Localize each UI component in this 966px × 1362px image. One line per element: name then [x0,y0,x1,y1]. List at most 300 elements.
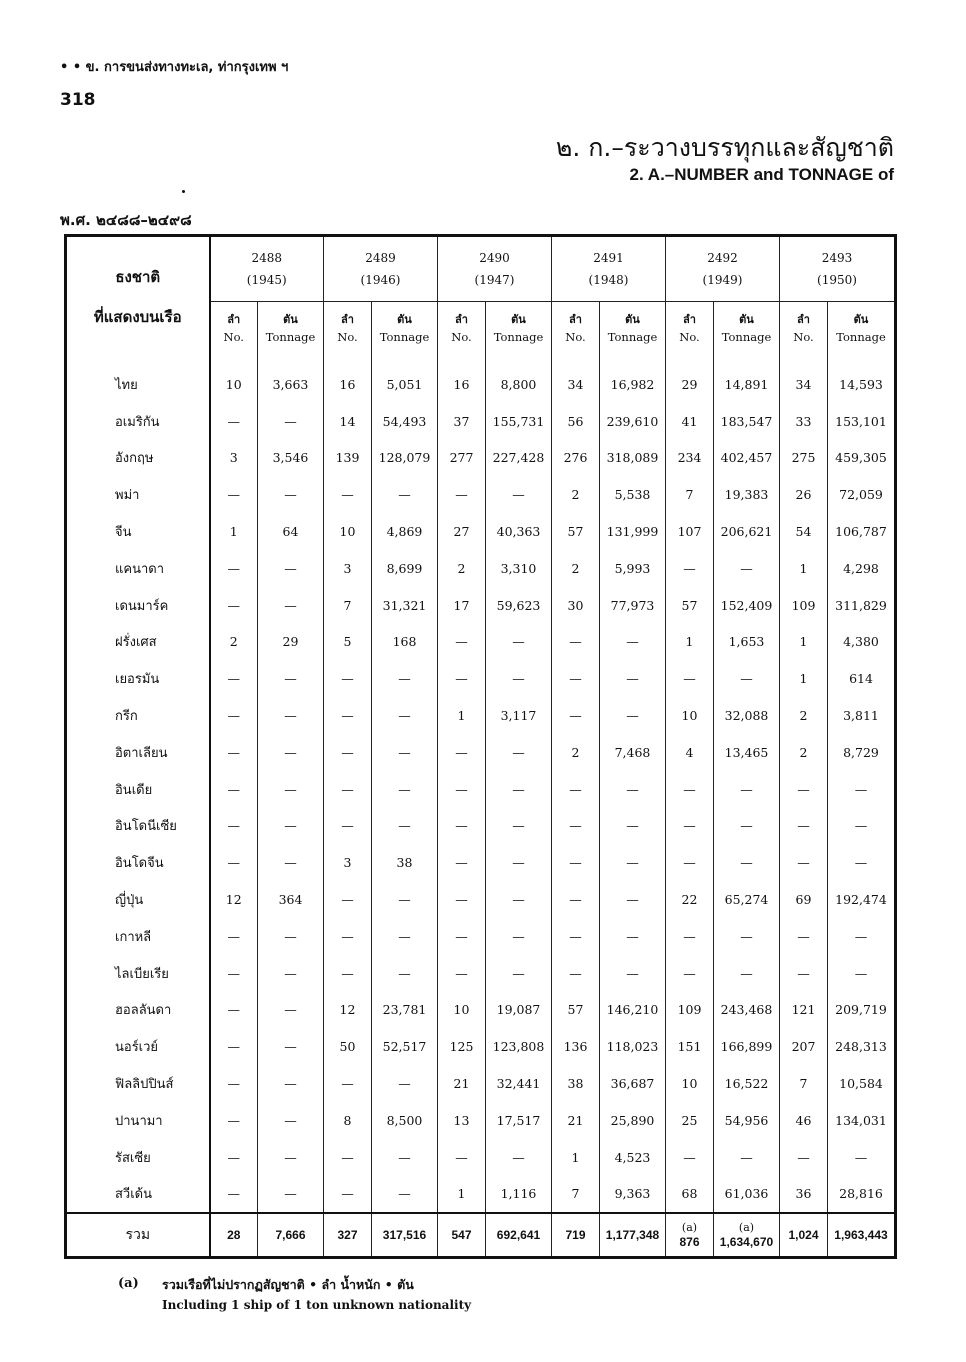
tonnage-cell: 5,051 [372,356,438,403]
flag-header-line1: ธงชาติ [115,267,161,286]
nationality-label: ฝรั่งเศส [66,624,210,661]
nationality-label: อิตาเลียน [66,734,210,771]
tonnage-cell: 19,087 [486,992,552,1029]
ship-count-cell: 50 [324,1028,372,1065]
no-header-en: No. [451,330,472,344]
ship-count-cell: 3 [324,844,372,881]
ship-count-cell: — [324,881,372,918]
year-be: 2493 [821,251,853,265]
tonnage-cell: — [258,955,324,992]
ship-count-cell: 2 [552,550,600,587]
nationality-label: ฟิลลิปปินส์ [66,1065,210,1102]
ship-count-cell: 57 [666,587,714,624]
tonnage-cell: — [600,771,666,808]
ship-count-cell: — [438,1139,486,1176]
footnote-mark: (a) [681,1221,698,1235]
total-label: รวม [66,1213,210,1258]
ship-count-cell: — [780,808,828,845]
tonnage-cell: 3,663 [258,356,324,403]
tonnage-cell: 152,409 [714,587,780,624]
tonnage-cell: — [486,624,552,661]
nationality-label: เดนมาร์ค [66,587,210,624]
tonnage-header-th: ตัน [283,313,298,326]
table-row [66,844,896,881]
ship-count-cell: — [438,476,486,513]
ship-count-cell: 4 [666,734,714,771]
year-ce: (1949) [702,273,743,287]
tonnage-header-en: Tonnage [265,330,316,344]
total-value: 876 [679,1235,700,1250]
tonnage-cell: — [258,992,324,1029]
table-row [66,1139,896,1176]
table-row [66,1176,896,1214]
total-cell-marked [714,1213,780,1258]
ship-count-cell: 13 [438,1102,486,1139]
tonnage-cell: — [258,1028,324,1065]
ship-count-cell: — [210,734,258,771]
nationality-label: กรีก [66,697,210,734]
year-ce: (1945) [246,273,287,287]
nationality-label: ปานามา [66,1102,210,1139]
tonnage-cell: 128,079 [372,440,438,477]
ship-count-cell: 1 [438,1176,486,1214]
tonnage-cell: 155,731 [486,403,552,440]
nationality-label: ฮอลลันดา [66,992,210,1029]
ship-count-cell: — [438,881,486,918]
tonnage-cell: — [486,881,552,918]
ship-count-cell: 139 [324,440,372,477]
total-cell: 317,516 [372,1213,438,1258]
tonnage-cell: 8,500 [372,1102,438,1139]
ship-count-cell: 29 [666,356,714,403]
year-be: 2491 [593,251,624,265]
nationality-label: รัสเซีย [66,1139,210,1176]
no-header-en: No. [793,330,814,344]
tonnage-cell: 32,088 [714,697,780,734]
no-header-th: ลำ [569,313,582,326]
tonnage-cell: 14,593 [828,356,896,403]
tonnage-cell: 1,116 [486,1176,552,1214]
tonnage-cell: 3,310 [486,550,552,587]
table-row [66,734,896,771]
tonnage-cell: 106,787 [828,513,896,550]
period-label: พ.ศ. ๒๔๘๘–๒๔๙๘ [60,211,192,229]
table-row [66,513,896,550]
total-cell: 1,963,443 [828,1213,896,1258]
table-row [66,403,896,440]
no-header-en: No. [337,330,358,344]
ship-count-cell: 121 [780,992,828,1029]
ship-count-cell: — [780,955,828,992]
no-header [210,302,258,357]
tonnage-cell: — [714,550,780,587]
ship-count-cell: — [666,918,714,955]
ship-count-cell: 12 [324,992,372,1029]
tonnage-cell: 13,465 [714,734,780,771]
nationality-label: พม่า [66,476,210,513]
ship-count-cell: — [210,697,258,734]
table-row [66,587,896,624]
speck-mark [182,190,185,193]
ship-count-cell: — [324,808,372,845]
tonnage-cell: 5,993 [600,550,666,587]
ship-count-cell: — [324,1065,372,1102]
ship-count-cell: 16 [438,356,486,403]
ship-count-cell: — [324,697,372,734]
tonnage-cell: — [258,1065,324,1102]
tonnage-cell: — [258,1176,324,1214]
tonnage-table [64,234,897,1259]
table-row [66,808,896,845]
tonnage-cell: 192,474 [828,881,896,918]
ship-count-cell: 10 [666,1065,714,1102]
tonnage-cell: 183,547 [714,403,780,440]
table-row [66,992,896,1029]
ship-count-cell: — [780,844,828,881]
tonnage-cell: 32,441 [486,1065,552,1102]
tonnage-cell: 61,036 [714,1176,780,1214]
ship-count-cell: 41 [666,403,714,440]
nationality-label: ญี่ปุ่น [66,881,210,918]
tonnage-cell: — [258,734,324,771]
ship-count-cell: — [780,918,828,955]
ship-count-cell: 10 [210,356,258,403]
tonnage-cell: — [828,955,896,992]
table-row [66,550,896,587]
footnote-marker: (a) [118,1276,139,1291]
ship-count-cell: 276 [552,440,600,477]
tonnage-cell: 459,305 [828,440,896,477]
year-ce: (1947) [474,273,515,287]
table-row [66,476,896,513]
tonnage-cell: — [372,1139,438,1176]
no-header-th: ลำ [227,313,241,326]
tonnage-cell: 1,653 [714,624,780,661]
ship-count-cell: — [210,1028,258,1065]
table-row [66,1028,896,1065]
ship-count-cell: 34 [780,356,828,403]
tonnage-cell: — [600,660,666,697]
ship-count-cell: 151 [666,1028,714,1065]
table-row [66,918,896,955]
tonnage-cell: 243,468 [714,992,780,1029]
table-row [66,697,896,734]
tonnage-cell: — [600,881,666,918]
tonnage-header-en: Tonnage [836,330,886,344]
tonnage-cell: — [600,955,666,992]
tonnage-cell: 153,101 [828,403,896,440]
tonnage-cell: — [486,476,552,513]
ship-count-cell: — [324,660,372,697]
nationality-label: ไลเบียเรีย [66,955,210,992]
no-header [438,302,486,357]
year-be: 2489 [365,251,396,265]
tonnage-header-en: Tonnage [607,330,658,344]
ship-count-cell: 56 [552,403,600,440]
tonnage-header [372,302,438,357]
table-row [66,660,896,697]
ship-count-cell: 57 [552,992,600,1029]
nationality-label: อเมริกัน [66,403,210,440]
ship-count-cell: 7 [780,1065,828,1102]
tonnage-header-th: ตัน [739,313,754,326]
tonnage-cell: 402,457 [714,440,780,477]
tonnage-cell: 28,816 [828,1176,896,1214]
tonnage-cell: — [258,1139,324,1176]
no-header-th: ลำ [341,313,354,326]
ship-count-cell: 109 [780,587,828,624]
ship-count-cell: — [210,403,258,440]
no-header [666,302,714,357]
table-row [66,881,896,918]
tonnage-header-en: Tonnage [721,330,772,344]
tonnage-cell: 65,274 [714,881,780,918]
tonnage-header-th: ตัน [853,313,869,326]
tonnage-cell: 14,891 [714,356,780,403]
ship-count-cell: — [780,1139,828,1176]
tonnage-cell: — [258,550,324,587]
ship-count-cell: 8 [324,1102,372,1139]
tonnage-cell: — [258,1102,324,1139]
tonnage-cell: 146,210 [600,992,666,1029]
ship-count-cell: — [438,660,486,697]
ship-count-cell: 2 [552,734,600,771]
ship-count-cell: 21 [438,1065,486,1102]
ship-count-cell: 1 [210,513,258,550]
tonnage-cell: 248,313 [828,1028,896,1065]
table-row [66,440,896,477]
tonnage-cell: 3,546 [258,440,324,477]
tonnage-cell: 8,729 [828,734,896,771]
tonnage-cell: 38 [372,844,438,881]
ship-count-cell: — [210,918,258,955]
ship-count-cell: 33 [780,403,828,440]
ship-count-cell: — [210,771,258,808]
no-header-th: ลำ [683,313,696,326]
title-thai: ๒. ก.–ระวางบรรทุกและสัญชาติ [555,133,894,162]
ship-count-cell: 2 [780,734,828,771]
ship-count-cell: — [666,808,714,845]
ship-count-cell: — [210,955,258,992]
tonnage-cell: 40,363 [486,513,552,550]
no-header-en: No. [223,330,244,344]
tonnage-cell: 4,298 [828,550,896,587]
ship-count-cell: 2 [552,476,600,513]
tonnage-cell: 166,899 [714,1028,780,1065]
year-be: 2490 [479,251,510,265]
tonnage-cell: — [372,881,438,918]
tonnage-cell: — [372,734,438,771]
tonnage-cell: 54,956 [714,1102,780,1139]
tonnage-cell: — [714,955,780,992]
total-cell: 719 [552,1213,600,1258]
tonnage-cell: — [486,771,552,808]
tonnage-cell: — [828,771,896,808]
ship-count-cell: — [210,660,258,697]
ship-count-cell: — [552,771,600,808]
tonnage-cell: 206,621 [714,513,780,550]
ship-count-cell: 109 [666,992,714,1029]
tonnage-cell: — [258,771,324,808]
ship-count-cell: 125 [438,1028,486,1065]
ship-count-cell: 3 [324,550,372,587]
tonnage-cell: 123,808 [486,1028,552,1065]
ship-count-cell: 69 [780,881,828,918]
nationality-label: ไทย [66,356,210,403]
ship-count-cell: — [552,808,600,845]
ship-count-cell: — [210,992,258,1029]
ship-count-cell: — [438,734,486,771]
tonnage-cell: — [258,660,324,697]
ship-count-cell: 57 [552,513,600,550]
ship-count-cell: 27 [438,513,486,550]
ship-count-cell: 26 [780,476,828,513]
tonnage-cell: — [372,1176,438,1214]
year-header [324,236,438,302]
nationality-label: อินโดจีน [66,844,210,881]
tonnage-cell: — [600,697,666,734]
tonnage-cell: 36,687 [600,1065,666,1102]
tonnage-cell: 364 [258,881,324,918]
ship-count-cell: — [666,844,714,881]
ship-count-cell: — [438,918,486,955]
tonnage-cell: 19,383 [714,476,780,513]
ship-count-cell: 7 [666,476,714,513]
ship-count-cell: 54 [780,513,828,550]
tonnage-cell: 16,982 [600,356,666,403]
ship-count-cell: 207 [780,1028,828,1065]
year-ce: (1946) [360,273,401,287]
ship-count-cell: 1 [780,624,828,661]
ship-count-cell: — [666,955,714,992]
ship-count-cell: 10 [324,513,372,550]
tonnage-cell: 209,719 [828,992,896,1029]
ship-count-cell: — [324,1176,372,1214]
tonnage-header [828,302,896,357]
tonnage-cell: 168 [372,624,438,661]
tonnage-cell: 318,089 [600,440,666,477]
ship-count-cell: — [438,624,486,661]
no-header-en: No. [565,330,586,344]
ship-count-cell: — [324,771,372,808]
tonnage-cell: — [828,844,896,881]
ship-count-cell: 25 [666,1102,714,1139]
table-row [66,1065,896,1102]
tonnage-cell: 10,584 [828,1065,896,1102]
ship-count-cell: 36 [780,1176,828,1214]
tonnage-header-en: Tonnage [379,330,430,344]
ship-count-cell: — [438,955,486,992]
ship-count-cell: 14 [324,403,372,440]
ship-count-cell: 136 [552,1028,600,1065]
ship-count-cell: 5 [324,624,372,661]
ship-count-cell: 7 [324,587,372,624]
table-row [66,771,896,808]
tonnage-cell: 8,800 [486,356,552,403]
ship-count-cell: 16 [324,356,372,403]
total-cell-marked [666,1213,714,1258]
ship-count-cell: — [324,734,372,771]
tonnage-cell: — [258,808,324,845]
ship-count-cell: — [210,808,258,845]
tonnage-cell: — [714,660,780,697]
tonnage-cell: — [714,918,780,955]
nationality-label: อินโดนีเซีย [66,808,210,845]
tonnage-cell: — [486,844,552,881]
total-cell: 1,024 [780,1213,828,1258]
total-cell: 327 [324,1213,372,1258]
ship-count-cell: 10 [438,992,486,1029]
nationality-label: อังกฤษ [66,440,210,477]
ship-count-cell: — [210,1176,258,1214]
tonnage-cell: 3,811 [828,697,896,734]
tonnage-cell: 72,059 [828,476,896,513]
flag-header-line2: ที่แสดงบนเรือ [93,307,182,326]
ship-count-cell: 22 [666,881,714,918]
tonnage-header [600,302,666,357]
year-header [780,236,896,302]
tonnage-cell: 614 [828,660,896,697]
tonnage-cell: 59,623 [486,587,552,624]
tonnage-cell: — [486,734,552,771]
ship-count-cell: 1 [438,697,486,734]
tonnage-header-th: ตัน [511,313,526,326]
no-header [780,302,828,357]
tonnage-cell: — [372,697,438,734]
ship-count-cell: — [666,771,714,808]
nationality-label: อินเดีย [66,771,210,808]
ship-count-cell: 2 [780,697,828,734]
ship-count-cell: 1 [552,1139,600,1176]
ship-count-cell: 37 [438,403,486,440]
tonnage-cell: 134,031 [828,1102,896,1139]
ship-count-cell: 30 [552,587,600,624]
tonnage-cell: 17,517 [486,1102,552,1139]
total-cell: 1,177,348 [600,1213,666,1258]
tonnage-cell: — [372,808,438,845]
ship-count-cell: — [666,550,714,587]
tonnage-cell: — [372,660,438,697]
year-header [210,236,324,302]
tonnage-cell: — [486,660,552,697]
year-ce: (1948) [588,273,629,287]
footnote-text-english: Including 1 ship of 1 ton unknown nationality [162,1298,472,1312]
tonnage-header-th: ตัน [397,313,412,326]
total-cell: 7,666 [258,1213,324,1258]
ship-count-cell: 2 [210,624,258,661]
tonnage-cell: 131,999 [600,513,666,550]
ship-count-cell: 10 [666,697,714,734]
ship-count-cell: 2 [438,550,486,587]
ship-count-cell: — [210,844,258,881]
ship-count-cell: 34 [552,356,600,403]
ship-count-cell: 234 [666,440,714,477]
tonnage-cell: 52,517 [372,1028,438,1065]
tonnage-cell: — [486,1139,552,1176]
tonnage-cell: — [258,476,324,513]
tonnage-cell: 311,829 [828,587,896,624]
tonnage-cell: 54,493 [372,403,438,440]
total-cell: 547 [438,1213,486,1258]
ship-count-cell: 17 [438,587,486,624]
tonnage-cell: — [600,624,666,661]
tonnage-cell: — [486,808,552,845]
no-header-th: ลำ [455,313,468,326]
tonnage-header [258,302,324,357]
ship-count-cell: — [552,918,600,955]
tonnage-cell: — [714,808,780,845]
tonnage-cell: — [600,808,666,845]
